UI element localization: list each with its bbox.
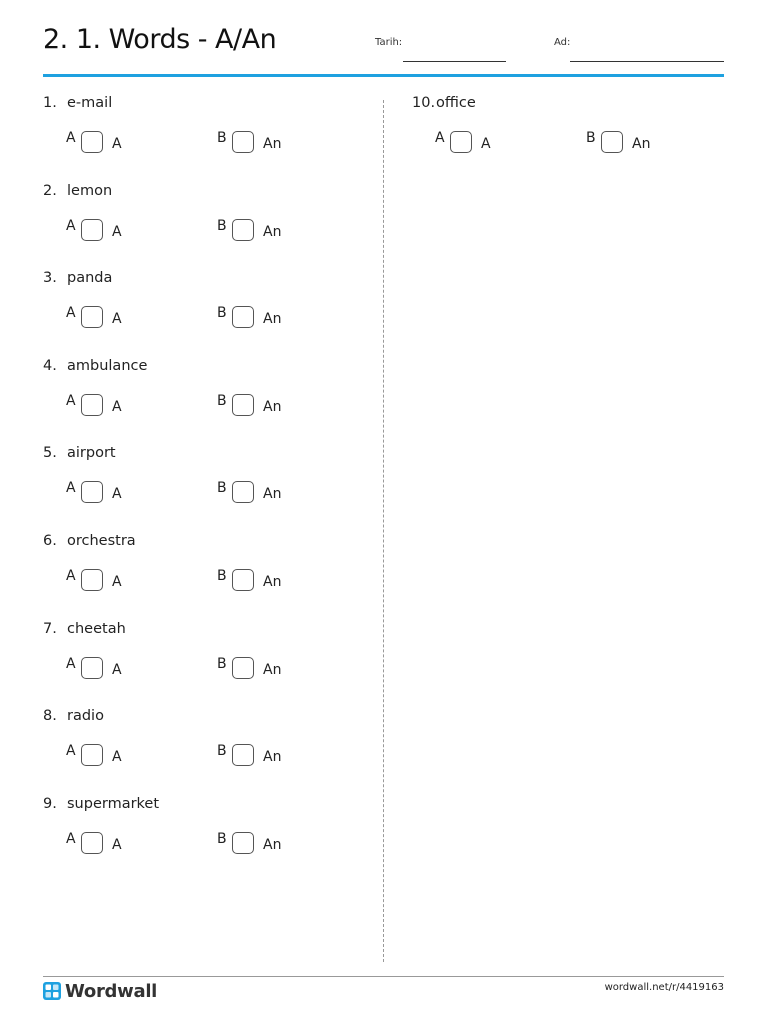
- option-text: A: [112, 136, 122, 152]
- option-text: An: [263, 311, 282, 328]
- option-text: A: [112, 486, 122, 503]
- checkbox[interactable]: [81, 306, 103, 328]
- question-number: 4.: [43, 357, 57, 374]
- name-label: Ad:: [554, 37, 571, 48]
- question-number: 1.: [43, 95, 57, 111]
- checkbox[interactable]: [81, 832, 103, 854]
- checkbox[interactable]: [81, 394, 103, 416]
- option-text: A: [112, 836, 122, 853]
- option-letter: A: [66, 743, 76, 760]
- checkbox[interactable]: [232, 744, 254, 766]
- checkbox[interactable]: [81, 131, 103, 153]
- date-label: Tarih:: [375, 37, 403, 48]
- checkbox[interactable]: [232, 569, 254, 591]
- question-item: [43, 708, 373, 796]
- question-item: [43, 621, 373, 709]
- checkbox[interactable]: [601, 131, 623, 153]
- option-text: A: [112, 573, 122, 590]
- option-text: An: [263, 486, 282, 503]
- checkbox[interactable]: [81, 481, 103, 503]
- worksheet-title: 2. 1. Words - A/An: [43, 24, 277, 55]
- option-letter: B: [217, 480, 227, 497]
- checkbox[interactable]: [232, 219, 254, 241]
- checkbox[interactable]: [232, 394, 254, 416]
- option-letter: B: [217, 655, 227, 672]
- question-number: 3.: [43, 270, 57, 287]
- option-text: A: [481, 136, 491, 152]
- option-letter: A: [66, 830, 76, 847]
- question-item: [43, 270, 373, 358]
- checkbox[interactable]: [81, 657, 103, 679]
- checkbox[interactable]: [81, 744, 103, 766]
- option-letter: A: [66, 217, 76, 234]
- option-text: An: [263, 749, 282, 766]
- question-word: ambulance: [67, 357, 148, 374]
- option-text: An: [263, 573, 282, 590]
- date-field[interactable]: [403, 61, 506, 62]
- question-word: radio: [67, 708, 104, 725]
- option-letter: B: [217, 392, 227, 409]
- question-word: office: [436, 95, 476, 111]
- option-letter: A: [435, 130, 445, 146]
- question-word: lemon: [67, 182, 113, 199]
- question-number: 10.: [412, 95, 436, 111]
- option-letter: B: [217, 567, 227, 584]
- checkbox[interactable]: [450, 131, 472, 153]
- option-text: An: [263, 398, 282, 415]
- footer-divider: [43, 976, 724, 977]
- question-number: 2.: [43, 182, 57, 199]
- wordwall-logo[interactable]: [43, 981, 157, 1001]
- question-word: airport: [67, 445, 116, 462]
- option-text: A: [112, 311, 122, 328]
- question-word: e-mail: [67, 95, 113, 111]
- option-text: An: [263, 661, 282, 678]
- questions-right-column: [412, 95, 742, 183]
- option-letter: A: [66, 130, 76, 146]
- question-item: [43, 358, 373, 446]
- option-letter: A: [66, 567, 76, 584]
- question-number: 7.: [43, 620, 57, 637]
- checkbox[interactable]: [81, 219, 103, 241]
- question-word: supermarket: [67, 795, 160, 812]
- wordwall-logo-icon: [43, 982, 61, 1000]
- question-word: panda: [67, 270, 113, 287]
- question-item: [43, 183, 373, 271]
- option-text: A: [112, 661, 122, 678]
- question-item: [43, 533, 373, 621]
- header-divider: [43, 74, 724, 77]
- question-number: 5.: [43, 445, 57, 462]
- option-text: An: [263, 223, 282, 240]
- option-text: A: [112, 749, 122, 766]
- question-item: [43, 796, 373, 884]
- question-item: [412, 95, 742, 183]
- logo-text: Wordwall: [65, 980, 158, 1002]
- option-text: An: [263, 836, 282, 853]
- option-letter: A: [66, 305, 76, 322]
- option-text: A: [112, 223, 122, 240]
- option-letter: B: [217, 830, 227, 847]
- checkbox[interactable]: [81, 569, 103, 591]
- footer-url[interactable]: wordwall.net/r/4419163: [604, 982, 724, 993]
- option-letter: A: [66, 655, 76, 672]
- option-text: An: [263, 136, 282, 152]
- name-field[interactable]: [570, 61, 724, 62]
- option-letter: B: [586, 130, 596, 146]
- option-text: A: [112, 398, 122, 415]
- option-letter: A: [66, 480, 76, 497]
- question-item: [43, 445, 373, 533]
- checkbox[interactable]: [232, 832, 254, 854]
- option-text: An: [632, 136, 651, 152]
- option-letter: B: [217, 217, 227, 234]
- questions-left-column: [43, 95, 373, 883]
- checkbox[interactable]: [232, 306, 254, 328]
- question-word: cheetah: [67, 620, 126, 637]
- checkbox[interactable]: [232, 481, 254, 503]
- question-number: 6.: [43, 532, 57, 549]
- option-letter: B: [217, 130, 227, 146]
- column-divider: [383, 100, 384, 962]
- option-letter: A: [66, 392, 76, 409]
- question-item: [43, 95, 373, 183]
- option-letter: B: [217, 743, 227, 760]
- question-word: orchestra: [67, 532, 136, 549]
- option-letter: B: [217, 305, 227, 322]
- checkbox[interactable]: [232, 657, 254, 679]
- question-number: 9.: [43, 795, 57, 812]
- question-number: 8.: [43, 708, 57, 725]
- checkbox[interactable]: [232, 131, 254, 153]
